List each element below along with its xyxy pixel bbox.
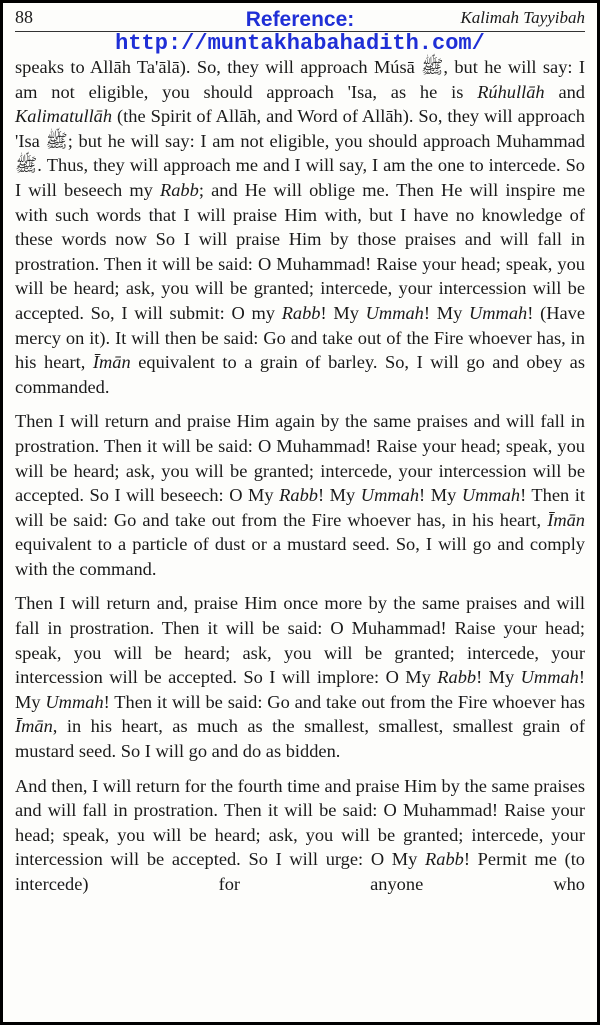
- text-run: and: [544, 81, 585, 102]
- text-run: And then, I will return for the fourth time and praise Him by the same praises and will fall in prostration. Then it will be said: O Muhammad! Raise your head; speak, you will be heard; ask, you will be granted; intercede, your intercession will be accepted. So I will urge: O My: [15, 775, 585, 870]
- paragraph: [15, 409, 585, 581]
- italic-term: Rúhullāh: [477, 81, 545, 102]
- italic-term: Ummah: [365, 302, 424, 323]
- italic-term: Kalimatullāh: [15, 106, 113, 127]
- text-run: speaks to Allāh Ta'ālā). So, they will approach Músā ﷺ, but he will say: I am not eligible, you should approach 'Isa, as he is: [15, 57, 585, 102]
- paragraph: [15, 774, 585, 897]
- text-run: ! My: [317, 485, 361, 506]
- italic-term: Rabb: [437, 667, 477, 688]
- running-title: Kalimah Tayyibah: [460, 8, 585, 27]
- italic-term: Īmān: [547, 509, 585, 530]
- italic-term: Īmān: [92, 352, 131, 373]
- italic-term: Ummah: [520, 667, 579, 688]
- italic-term: Ummah: [461, 485, 521, 506]
- reference-banner: [3, 8, 597, 56]
- reference-label: Reference:: [245, 8, 355, 31]
- italic-term: Rabb: [160, 179, 199, 200]
- text-run: Then I will return and praise Him again by the same praises and will fall in prostration. Then it will be said: O Muhammad! Raise your head; speak, you will be heard; ask, you will be granted; intercede, your intercession will be accepted. So I will beseech: O My: [15, 411, 585, 506]
- text-run: ! My: [320, 302, 366, 323]
- italic-term: Ummah: [469, 302, 528, 323]
- text-run: ! My: [423, 302, 469, 323]
- italic-term: Rabb: [425, 849, 464, 870]
- text-run: equivalent to a particle of dust or a mustard seed. So, I will go and comply with the command.: [15, 534, 585, 579]
- text-run: ! Then it will be said: Go and take out from the Fire whoever has, in his heart,: [15, 485, 586, 530]
- reference-link[interactable]: http://muntakhabahadith.com/: [115, 31, 485, 56]
- text-run: ! My: [15, 667, 585, 712]
- text-run: ! Then it will be said: Go and take out from the Fire whoever has: [103, 691, 585, 712]
- text-run: ; and He will oblige me. Then He will inspire me with such words that I will praise Him with, but I have no knowledge of these words now So I will praise Him by those praises and will fall in prostration. Then it will be said: O Muhammad! Raise your head; speak, you will be heard; ask, you will be granted; intercede, your intercession will be accepted. So, I will submit: O my: [15, 179, 585, 323]
- italic-term: Ummah: [360, 485, 420, 506]
- page-number: 88: [15, 7, 33, 27]
- text-run: ! My: [419, 485, 462, 506]
- text-run: , in his heart, as much as the smallest, smallest, smallest grain of mustard seed. So I will go and do as bidden.: [15, 716, 585, 762]
- text-run: ! My: [476, 667, 521, 688]
- text-run: ! Permit me (to intercede) for anyone who: [15, 849, 585, 894]
- text-run: Then I will return and, praise Him once more by the same praises and will fall in prostration. Then it will be said: O Muhammad! Raise your head; speak, you will be heard; ask, you will be granted; intercede, your intercession will be accepted. So I will implore: O My: [15, 593, 585, 688]
- italic-term: Īmān: [15, 716, 53, 737]
- text-run: (the Spirit of Allāh, and Word of Allāh). So, they will approach 'Isa ﷺ; but he will say: I am not eligible, you should approach Muhammad ﷺ. Thus, they will approach me and I will say, I am the one to intercede. So I will beseech my: [15, 106, 586, 200]
- body-text: [15, 55, 585, 897]
- italic-term: Ummah: [45, 691, 104, 712]
- text-run: ! (Have mercy on it). It will then be said: Go and take out of the Fire whoever has, in his heart,: [15, 302, 586, 373]
- text-run: equivalent to a grain of barley. So, I will go and obey as commanded.: [15, 352, 586, 397]
- paragraph: [15, 591, 585, 763]
- italic-term: Rabb: [279, 485, 318, 506]
- paragraph: [15, 55, 585, 399]
- italic-term: Rabb: [281, 302, 321, 323]
